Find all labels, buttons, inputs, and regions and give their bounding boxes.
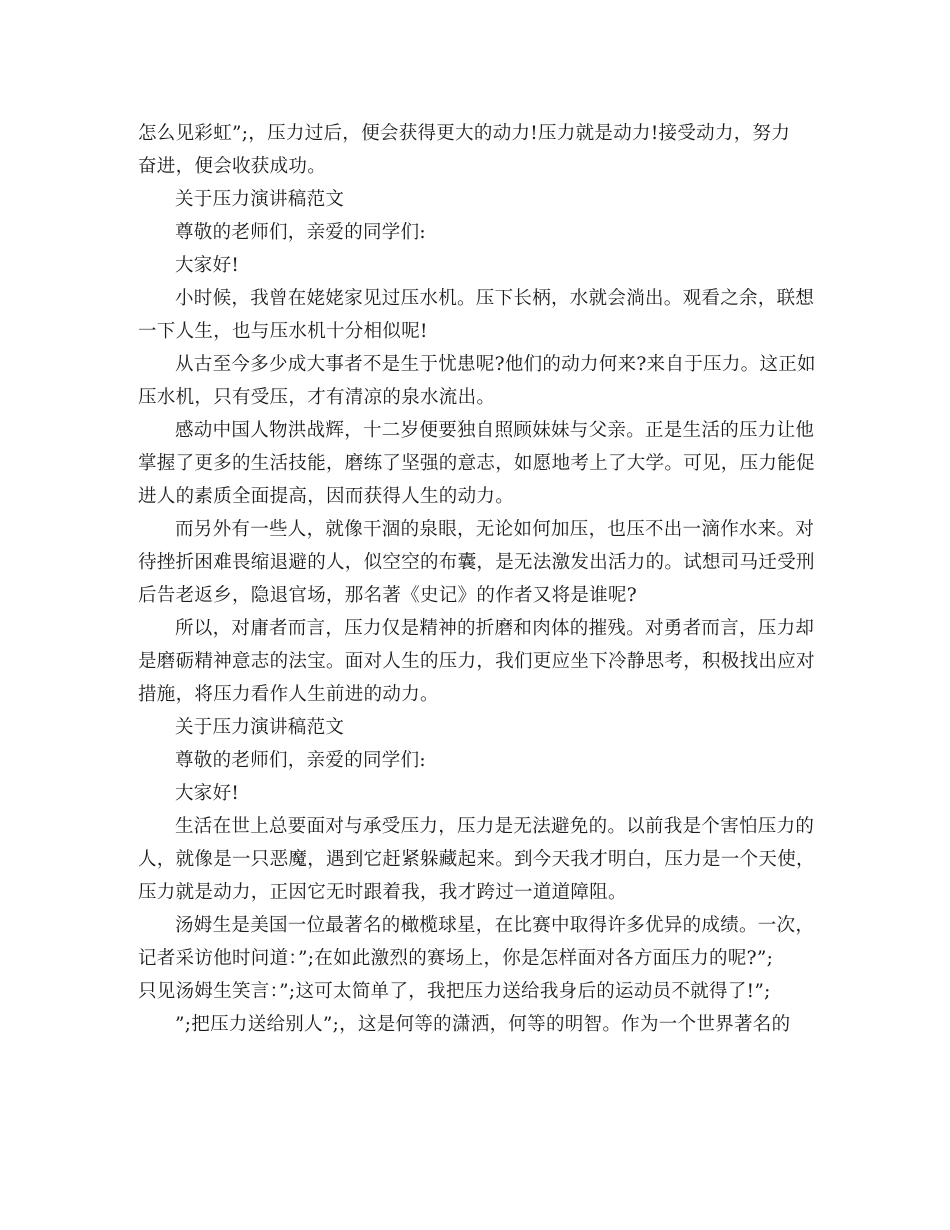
paragraph-p2 [138,183,812,216]
paragraph-line: 所以，对庸者而言，压力仅是精神的折磨和肉体的摧残。对勇者而言，压力却 [175,618,815,639]
paragraph-p11 [138,744,812,777]
paragraph-p7 [138,414,815,513]
paragraph-line: 而另外有一些人，就像干涸的泉眼，无论如何加压，也压不出一滴作水来。对 [175,519,815,540]
paragraph-line: 奋进，便会收获成功。 [138,156,327,177]
paragraph-line: 关于压力演讲稿范文 [175,189,345,210]
paragraph-line: 怎么见彩虹”;，压力过后，便会获得更大的动力!压力就是动力!接受动力，努力 [138,123,791,144]
paragraph-line: 记者采访他时问道：”;在如此激烈的赛场上，你是怎样面对各方面压力的呢?”; [138,948,774,969]
paragraph-line: 从古至今多少成大事者不是生于忧患呢?他们的动力何来?来自于压力。这正如 [175,354,816,375]
paragraph-line: 感动中国人物洪战辉，十二岁便要独自照顾妹妹与父亲。正是生活的压力让他 [175,420,815,441]
paragraph-line: 压力就是动力，正因它无时跟着我，我才跨过一道道障阻。 [138,882,627,903]
paragraph-line: 关于压力演讲稿范文 [175,717,345,738]
paragraph-p4 [138,249,812,282]
paragraph-p10 [138,711,812,744]
paragraph-line: 生活在世上总要面对与承受压力，压力是无法避免的。以前我是个害怕压力的 [175,816,815,837]
paragraph-line: 大家好! [175,255,240,276]
paragraph-line: 只见汤姆生笑言：”;这可太简单了，我把压力送给我身后的运动员不就得了!”; [138,981,771,1002]
paragraph-line: 后告老返乡，隐退官场，那名著《史记》的作者又将是谁呢? [138,585,638,606]
paragraph-line: 大家好! [175,783,240,804]
paragraph-line: 尊敬的老师们，亲爱的同学们: [175,222,426,243]
paragraph-p9 [138,612,815,711]
paragraph-p1 [138,117,812,183]
paragraph-line: 是磨砺精神意志的法宝。面对人生的压力，我们更应坐下冷静思考，积极找出应对 [138,651,815,672]
paragraph-p6 [138,348,816,414]
paragraph-line: 待挫折困难畏缩退避的人，似空空的布囊，是无法激发出活力的。试想司马迁受刑 [138,552,815,573]
paragraph-p13 [138,810,815,909]
paragraph-line: 汤姆生是美国一位最著名的橄榄球星，在比赛中取得许多优异的成绩。一次， [175,915,815,936]
paragraph-line: 压水机，只有受压，才有清凉的泉水流出。 [138,387,496,408]
paragraph-line: 进人的素质全面提高，因而获得人生的动力。 [138,486,515,507]
paragraph-line: 人，就像是一只恶魔，遇到它赶紧躲藏起来。到今天我才明白，压力是一个天使， [138,849,815,870]
document-body [138,117,816,1041]
paragraph-p12 [138,777,812,810]
paragraph-line: 措施，将压力看作人生前进的动力。 [138,684,439,705]
paragraph-line: 尊敬的老师们，亲爱的同学们: [175,750,426,771]
paragraph-p14 [138,909,815,1008]
paragraph-p15 [138,1008,812,1041]
paragraph-line: ”;把压力送给别人”;，这是何等的潇洒，何等的明智。作为一个世界著名的 [175,1014,791,1035]
paragraph-line: 小时候，我曾在姥姥家见过压水机。压下长柄，水就会淌出。观看之余，联想 [175,288,815,309]
paragraph-p3 [138,216,812,249]
paragraph-p8 [138,513,815,612]
paragraph-line: 一下人生，也与压水机十分相似呢! [138,321,428,342]
paragraph-p5 [138,282,815,348]
paragraph-line: 掌握了更多的生活技能，磨练了坚强的意志，如愿地考上了大学。可见，压力能促 [138,453,815,474]
